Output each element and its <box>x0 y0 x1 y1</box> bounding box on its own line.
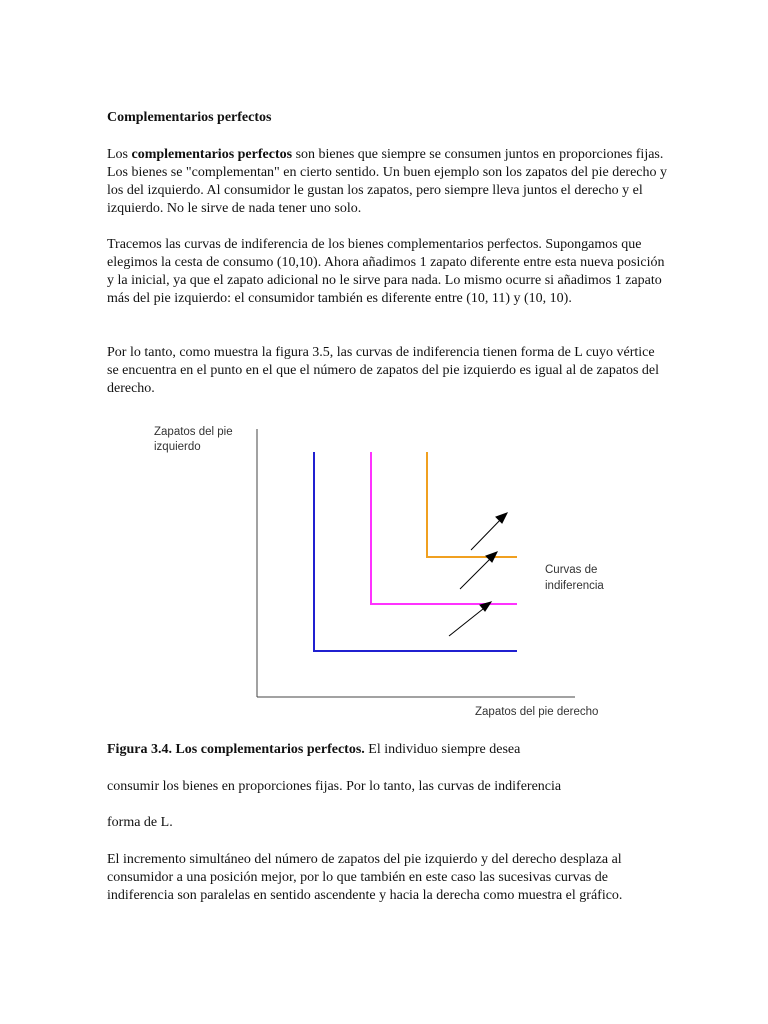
y-axis-label-line2: izquierdo <box>154 441 201 453</box>
arrow-line-2 <box>460 555 494 589</box>
caption-line-3: forma de L. <box>107 815 173 830</box>
paragraph-indifference-curves: Tracemos las curvas de indiferencia de los bienes complementarios perfectos. Supongamos que elegimos la cesta de consumo (10,10). Ahora añadimos 1 zapato diferente entre esta nueva posición y la inicial, ya que el zapato adicional no le sirve para nada. Lo mismo ocurre si añadimos 1 zapato más del pie izquierdo: el consumidor también es diferente entre (10, 11) y (10, 10). <box>107 237 665 306</box>
caption-line-2: consumir los bienes en proporciones fijas. Por lo tanto, las curvas de indiferencia <box>107 779 562 794</box>
paragraph-l-shape: Por lo tanto, como muestra la figura 3.5, las curvas de indiferencia tienen forma de L cuyo vértice se encuentra en el punto en el que el número de zapatos del pie izquierdo es igual al de zapatos del derecho. <box>107 345 660 396</box>
paragraph-conclusion: El incremento simultáneo del número de zapatos del pie izquierdo y del derecho desplaza al consumidor a una posición mejor, por lo que también en este caso las sucesivas curvas de indiferencia son paralelas en sentido ascendente y hacia la derecha como muestra el gráfico. <box>107 852 623 903</box>
caption-bold: Figura 3.4. Los complementarios perfectos. <box>107 742 365 757</box>
figure-svg <box>140 415 620 725</box>
indifference-curve-3 <box>427 452 517 557</box>
figure-caption <box>107 741 520 759</box>
paragraph-lead: Los <box>107 147 132 162</box>
y-axis-label-line1: Zapatos del pie <box>154 426 233 438</box>
indifference-curve-2 <box>371 452 517 604</box>
legend-line2: indiferencia <box>545 580 604 592</box>
legend-line1: Curvas de <box>545 564 598 576</box>
arrow-line-3 <box>471 516 504 550</box>
arrowhead-3 <box>496 513 507 523</box>
caption-rest: El individuo siempre desea <box>364 742 521 757</box>
section-heading: Complementarios perfectos <box>107 110 272 125</box>
indifference-curves-figure <box>140 415 620 725</box>
arrow-line-1 <box>449 605 488 636</box>
paragraph-definition <box>107 146 667 218</box>
bold-term: complementarios perfectos <box>131 147 293 162</box>
indifference-curve-1 <box>314 452 517 651</box>
paragraph-rest: son bienes que siempre se consumen juntos en proporciones fijas. Los bienes se "complementan" en cierto sentido. Un buen ejemplo son los zapatos del pie derecho y los del izquierdo. Al consumidor le gustan los zapatos, pero siempre lleva juntos el derecho y el izquierdo. No le sirve de nada tener uno solo. <box>107 147 667 216</box>
x-axis-label: Zapatos del pie derecho <box>475 706 599 718</box>
